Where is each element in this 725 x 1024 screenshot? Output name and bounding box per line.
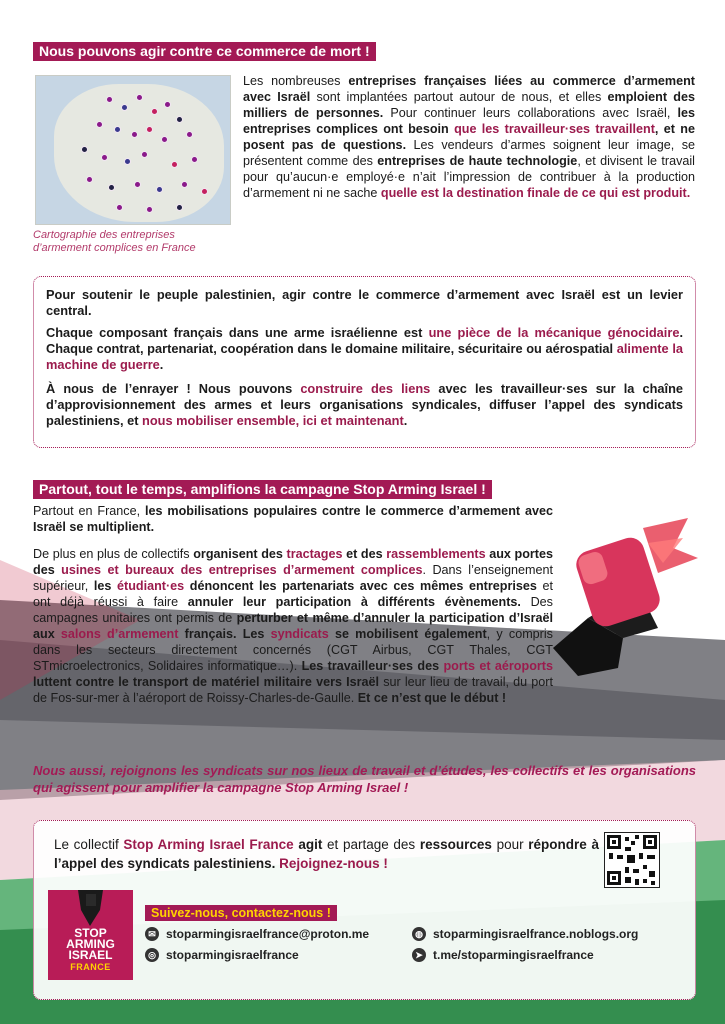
text-run: répondre à l’appel des syndicats palestiniens. — [54, 837, 599, 871]
contact-website[interactable] — [412, 927, 638, 941]
text-run: étudiant·es — [117, 579, 185, 593]
telegram-link[interactable]: t.me/stoparmingisraelfrance — [433, 948, 594, 962]
text-run: organisent des — [193, 547, 287, 561]
text-run: Les nombreuses — [243, 74, 349, 88]
text-run: Le collectif — [54, 837, 124, 852]
text-run: les entreprises complices ont besoin — [243, 106, 695, 136]
call-to-action: Nous aussi, rejoignons les syndicats sur nos lieux de travail et d’études, les collectifs et les organisations qui agissent pour amplifier la campagne Stop Arming Israel ! — [33, 763, 696, 795]
section-title-agir: Nous pouvons agir contre ce commerce de mort ! — [33, 42, 376, 61]
instagram-icon: ◎ — [145, 948, 159, 962]
text-run: tractages — [286, 547, 343, 561]
text-run: sont implantées partout autour de nous, et elles — [310, 90, 608, 104]
text-run: nous mobiliser ensemble, ici et maintenant — [142, 413, 404, 428]
text-run: Rejoignez-nous ! — [279, 856, 388, 871]
box-paragraph-levier — [46, 287, 683, 319]
follow-title: Suivez-nous, contactez-nous ! — [145, 905, 337, 921]
text-run: et ont déjà réussi à faire — [33, 579, 553, 609]
text-run: sur leur lieu de travail, du port de Fos-sur-mer à l’aéroport de Roissy-Charles-de-Gaulle. — [33, 675, 553, 705]
contact-email[interactable] — [145, 927, 369, 941]
text-run: Stop Arming Israel France — [123, 837, 294, 852]
logo-text: STOP ARMING ISRAEL — [66, 926, 115, 962]
instagram-handle[interactable]: stoparmingisraelfrance — [166, 948, 299, 962]
text-run: Les — [242, 627, 271, 641]
text-run: et partage des — [322, 837, 420, 852]
text-run: avec les travailleur·ses sur la chaîne d’approvisionnement des armes et leurs organisations syndicales, diffuser l’appel des syndicats palestiniens, et — [46, 381, 684, 428]
box-paragraph-genocidaire — [46, 325, 683, 373]
map-image — [35, 75, 231, 225]
text-run: luttent contre le transport de matériel militaire vers Israël — [33, 675, 380, 689]
paragraph-entreprises — [243, 73, 695, 201]
raised-fist-icon — [548, 518, 698, 678]
text-run: Chaque composant français dans une arme israélienne est — [46, 325, 429, 340]
text-run: emploient des milliers de personnes. — [243, 90, 695, 120]
text-run: salons d’armement — [60, 627, 179, 641]
text-run: se mobilisent également — [328, 627, 487, 641]
text-run: Les travailleur·ses des — [301, 659, 444, 673]
text-run: alimente la machine de guerre — [46, 341, 683, 372]
text-run: ports et aéroports — [443, 659, 553, 673]
text-run: français. — [178, 627, 243, 641]
highlight-box-soutenir — [33, 276, 696, 448]
section-title-campagne: Partout, tout le temps, amplifions la campagne Stop Arming Israel ! — [33, 480, 492, 499]
join-paragraph — [54, 835, 599, 873]
text-run: syndicats — [270, 627, 329, 641]
text-run: Et ce n’est que le début ! — [357, 691, 507, 705]
text-run: À nous de l’enrayer ! Nous pouvons — [46, 381, 301, 396]
telegram-icon: ➤ — [412, 948, 426, 962]
text-run: entreprises françaises liées au commerce d’armement avec Israël — [243, 74, 695, 104]
text-run: , et divisent le travail pour qu’aucun·e employé·e n’ait l’impression de contribuer à la production d’armement ni ne sache — [243, 154, 695, 200]
email-icon: ✉ — [145, 927, 159, 941]
website-url[interactable]: stoparmingisraelfrance.noblogs.org — [433, 927, 639, 941]
logo-france: FRANCE — [70, 962, 111, 972]
text-run: rassemblements — [386, 547, 486, 561]
email-address[interactable]: stoparmingisraelfrance@proton.me — [166, 927, 370, 941]
text-run: entreprises de haute technologie — [377, 154, 578, 168]
text-run: . Dans l’enseignement supérieur, — [33, 563, 554, 593]
text-run: une pièce de la mécanique génocidaire — [428, 325, 680, 340]
text-run: et des — [342, 547, 387, 561]
text-run: construire des liens — [300, 381, 431, 396]
text-run: aux portes des — [33, 547, 554, 577]
box-paragraph-enrayer — [46, 381, 683, 429]
text-run: Pour soutenir le peuple palestinien, agir contre le commerce d’armement avec Israël est un levier central. — [46, 287, 683, 318]
text-run: , et ne posent pas de questions. — [243, 122, 695, 152]
text-run: Partout en France, — [33, 504, 145, 518]
text-run: Des campagnes unitaires ont permis de — [33, 595, 553, 625]
paragraph-mobilisations — [33, 503, 553, 535]
text-run: agit — [293, 837, 323, 852]
text-run: . Chaque contrat, partenariat, coopération dans le domaine militaire, sécuritaire ou aérospatial — [46, 325, 684, 356]
text-run: pour — [491, 837, 529, 852]
paragraph-collectifs-a — [33, 546, 553, 706]
text-run: ressources — [419, 837, 492, 852]
map-caption: Cartographie des entreprises d’armement complices en France — [33, 229, 196, 254]
text-run: usines et bureaux des entreprises d’armement complices — [61, 563, 423, 577]
text-run: dénoncent les partenariats avec ces mêmes entreprises — [184, 579, 537, 593]
text-run: quelle est la destination finale de ce qui est produit. — [380, 186, 691, 200]
text-run: , y compris dans les secteurs directement concernés (CGT Airbus, CGT Thales, CGT STmicroelectronics, Solidaires informatique…). — [33, 627, 553, 673]
text-run: De plus en plus de collectifs — [33, 547, 194, 561]
qr-code[interactable] — [604, 832, 660, 888]
text-run: les mobilisations populaires contre le commerce d’armement avec Israël se multiplient. — [33, 504, 553, 534]
text-run: . — [159, 357, 164, 372]
contact-telegram[interactable] — [412, 948, 594, 962]
text-run: Pour continuer leurs collaborations avec Israël, — [383, 106, 678, 120]
globe-icon: ◍ — [412, 927, 426, 941]
text-run: . — [403, 413, 408, 428]
text-run: perturber et même d’annuler la participation d’Israël aux — [33, 611, 553, 641]
text-run: les — [93, 579, 117, 593]
text-run: Les vendeurs d’armes soignent leur image, se présentent comme des — [243, 138, 695, 168]
text-run: annuler leur participation à différents évènements. — [187, 595, 521, 609]
contact-instagram[interactable] — [145, 948, 299, 962]
text-run: que les travailleur·ses travaillent — [454, 122, 655, 136]
stop-arming-israel-logo — [48, 890, 133, 980]
